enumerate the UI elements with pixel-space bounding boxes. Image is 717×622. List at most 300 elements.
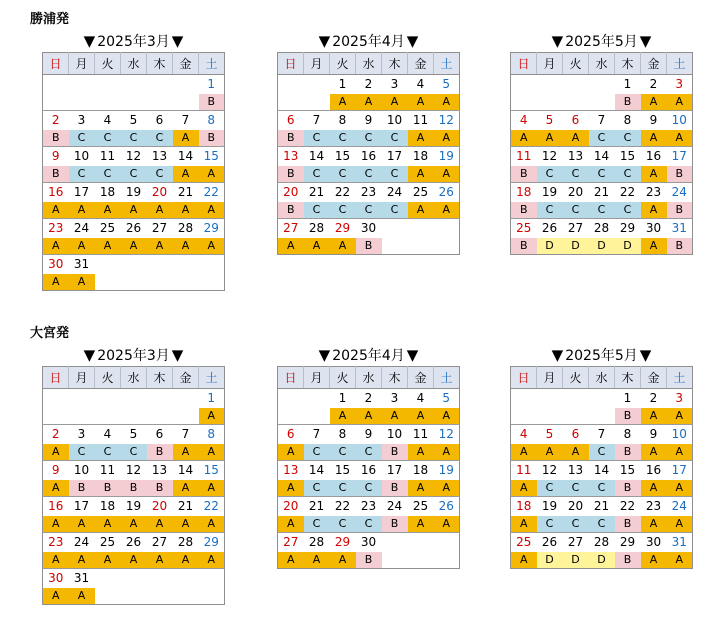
fare-class-label[interactable]: C — [589, 444, 615, 461]
fare-class-label[interactable]: B — [43, 130, 69, 147]
fare-class-label[interactable]: C — [563, 480, 589, 497]
day-number[interactable]: 8 — [207, 113, 216, 127]
fare-class-label[interactable]: C — [356, 130, 382, 147]
fare-class-label[interactable]: A — [95, 202, 121, 219]
fare-class-label[interactable]: C — [537, 480, 563, 497]
day-number[interactable]: 1 — [338, 391, 347, 405]
day-number[interactable]: 9 — [649, 427, 658, 441]
next-month-arrow-icon[interactable]: ▼ — [406, 346, 419, 364]
fare-class-label[interactable]: A — [408, 166, 434, 183]
day-number[interactable]: 15 — [334, 149, 351, 163]
prev-month-arrow-icon[interactable]: ▼ — [318, 346, 331, 364]
day-number[interactable]: 12 — [541, 149, 558, 163]
fare-class-label[interactable]: D — [537, 238, 563, 255]
day-number[interactable]: 1 — [207, 391, 216, 405]
day-number[interactable]: 6 — [571, 113, 580, 127]
day-number[interactable]: 12 — [125, 149, 142, 163]
fare-class-label[interactable]: C — [382, 202, 408, 219]
day-number[interactable]: 24 — [671, 185, 687, 199]
fare-class-label[interactable]: C — [615, 130, 641, 147]
fare-class-label[interactable]: B — [43, 166, 69, 183]
day-number[interactable]: 25 — [516, 221, 532, 235]
day-number[interactable]: 19 — [541, 185, 558, 199]
day-number[interactable]: 23 — [645, 185, 662, 199]
fare-class-label[interactable]: A — [356, 408, 382, 425]
day-number[interactable]: 2 — [51, 427, 60, 441]
fare-class-label[interactable]: A — [408, 480, 434, 497]
day-number[interactable]: 1 — [207, 77, 216, 91]
fare-class-label[interactable]: A — [147, 516, 173, 533]
day-number[interactable]: 20 — [283, 185, 299, 199]
fare-class-label[interactable]: C — [121, 444, 147, 461]
day-number[interactable]: 4 — [416, 77, 425, 91]
day-number[interactable]: 13 — [567, 149, 584, 163]
fare-class-label[interactable]: C — [356, 202, 382, 219]
fare-class-label[interactable]: A — [641, 238, 667, 255]
day-number[interactable]: 22 — [619, 185, 636, 199]
day-number[interactable]: 30 — [645, 221, 662, 235]
day-number[interactable]: 12 — [438, 427, 454, 441]
fare-class-label[interactable]: A — [408, 202, 434, 219]
day-number[interactable]: 15 — [619, 149, 636, 163]
day-number[interactable]: 26 — [541, 535, 558, 549]
next-month-arrow-icon[interactable]: ▼ — [171, 346, 184, 364]
day-number[interactable]: 19 — [438, 463, 454, 477]
day-number[interactable]: 23 — [48, 221, 64, 235]
fare-class-label[interactable]: C — [304, 444, 330, 461]
fare-class-label[interactable]: C — [330, 516, 356, 533]
fare-class-label[interactable]: C — [356, 444, 382, 461]
fare-class-label[interactable]: A — [173, 444, 199, 461]
day-number[interactable]: 3 — [77, 113, 86, 127]
fare-class-label[interactable]: A — [434, 516, 460, 533]
fare-class-label[interactable]: A — [278, 480, 304, 497]
fare-class-label[interactable]: A — [69, 274, 95, 291]
day-number[interactable]: 6 — [571, 427, 580, 441]
day-number[interactable]: 12 — [541, 463, 558, 477]
fare-class-label[interactable]: B — [615, 444, 641, 461]
fare-class-label[interactable]: C — [304, 480, 330, 497]
prev-month-arrow-icon[interactable]: ▼ — [83, 346, 96, 364]
next-month-arrow-icon[interactable]: ▼ — [639, 32, 652, 50]
fare-class-label[interactable]: A — [43, 274, 69, 291]
prev-month-arrow-icon[interactable]: ▼ — [551, 32, 564, 50]
day-number[interactable]: 20 — [151, 499, 168, 513]
fare-class-label[interactable]: A — [330, 94, 356, 111]
day-number[interactable]: 3 — [675, 391, 684, 405]
fare-class-label[interactable]: B — [667, 238, 693, 255]
fare-class-label[interactable]: A — [434, 94, 460, 111]
fare-class-label[interactable]: A — [43, 444, 69, 461]
day-number[interactable]: 25 — [412, 185, 429, 199]
fare-class-label[interactable]: A — [641, 408, 667, 425]
fare-class-label[interactable]: A — [95, 238, 121, 255]
day-number[interactable]: 26 — [125, 221, 142, 235]
day-number[interactable]: 8 — [338, 113, 347, 127]
day-number[interactable]: 28 — [308, 535, 325, 549]
day-number[interactable]: 11 — [516, 463, 532, 477]
fare-class-label[interactable]: A — [95, 552, 121, 569]
fare-class-label[interactable]: B — [69, 480, 95, 497]
day-number[interactable]: 28 — [177, 535, 194, 549]
day-number[interactable]: 29 — [334, 221, 351, 235]
day-number[interactable]: 6 — [155, 427, 164, 441]
day-number[interactable]: 3 — [390, 77, 399, 91]
day-number[interactable]: 9 — [51, 149, 60, 163]
day-number[interactable]: 4 — [103, 427, 112, 441]
day-number[interactable]: 12 — [125, 463, 142, 477]
fare-class-label[interactable]: A — [511, 444, 537, 461]
day-number[interactable]: 9 — [51, 463, 60, 477]
day-number[interactable]: 21 — [308, 499, 325, 513]
day-number[interactable]: 18 — [412, 463, 429, 477]
day-number[interactable]: 22 — [203, 499, 219, 513]
fare-class-label[interactable]: A — [147, 202, 173, 219]
day-number[interactable]: 28 — [593, 221, 610, 235]
fare-class-label[interactable]: A — [147, 238, 173, 255]
day-number[interactable]: 18 — [516, 499, 532, 513]
day-number[interactable]: 16 — [645, 149, 662, 163]
fare-class-label[interactable]: A — [173, 166, 199, 183]
fare-class-label[interactable]: A — [511, 516, 537, 533]
day-number[interactable]: 10 — [73, 149, 90, 163]
fare-class-label[interactable]: B — [147, 480, 173, 497]
day-number[interactable]: 16 — [645, 463, 662, 477]
fare-class-label[interactable]: C — [356, 516, 382, 533]
fare-class-label[interactable]: A — [408, 94, 434, 111]
fare-class-label[interactable]: A — [199, 552, 225, 569]
day-number[interactable]: 10 — [671, 427, 687, 441]
day-number[interactable]: 24 — [671, 499, 687, 513]
day-number[interactable]: 25 — [99, 535, 116, 549]
day-number[interactable]: 15 — [203, 463, 219, 477]
fare-class-label[interactable]: A — [199, 516, 225, 533]
fare-class-label[interactable]: C — [356, 480, 382, 497]
fare-class-label[interactable]: C — [330, 130, 356, 147]
fare-class-label[interactable]: A — [95, 516, 121, 533]
fare-class-label[interactable]: A — [304, 552, 330, 569]
fare-class-label[interactable]: B — [278, 130, 304, 147]
day-number[interactable]: 19 — [125, 499, 142, 513]
fare-class-label[interactable]: B — [615, 552, 641, 569]
day-number[interactable]: 30 — [48, 571, 64, 585]
fare-class-label[interactable]: A — [278, 238, 304, 255]
day-number[interactable]: 29 — [203, 535, 219, 549]
day-number[interactable]: 29 — [619, 535, 636, 549]
fare-class-label[interactable]: B — [667, 202, 693, 219]
fare-class-label[interactable]: C — [589, 166, 615, 183]
fare-class-label[interactable]: A — [511, 552, 537, 569]
day-number[interactable]: 2 — [364, 391, 373, 405]
day-number[interactable]: 13 — [283, 463, 299, 477]
fare-class-label[interactable]: B — [95, 480, 121, 497]
day-number[interactable]: 28 — [177, 221, 194, 235]
day-number[interactable]: 15 — [619, 463, 636, 477]
fare-class-label[interactable]: C — [121, 166, 147, 183]
fare-class-label[interactable]: A — [199, 444, 225, 461]
day-number[interactable]: 26 — [438, 185, 454, 199]
fare-class-label[interactable]: A — [278, 444, 304, 461]
fare-class-label[interactable]: B — [382, 516, 408, 533]
day-number[interactable]: 17 — [671, 463, 687, 477]
day-number[interactable]: 17 — [386, 149, 403, 163]
fare-class-label[interactable]: C — [563, 202, 589, 219]
fare-class-label[interactable]: C — [147, 130, 173, 147]
day-number[interactable]: 6 — [286, 427, 295, 441]
fare-class-label[interactable]: A — [667, 552, 693, 569]
fare-class-label[interactable]: A — [121, 202, 147, 219]
fare-class-label[interactable]: B — [511, 202, 537, 219]
fare-class-label[interactable]: A — [121, 516, 147, 533]
fare-class-label[interactable]: A — [641, 166, 667, 183]
fare-class-label[interactable]: A — [667, 408, 693, 425]
fare-class-label[interactable]: A — [330, 408, 356, 425]
day-number[interactable]: 6 — [155, 113, 164, 127]
day-number[interactable]: 21 — [177, 185, 194, 199]
day-number[interactable]: 19 — [125, 185, 142, 199]
fare-class-label[interactable]: A — [199, 480, 225, 497]
day-number[interactable]: 14 — [593, 149, 610, 163]
fare-class-label[interactable]: A — [641, 202, 667, 219]
day-number[interactable]: 16 — [48, 499, 64, 513]
fare-class-label[interactable]: C — [330, 202, 356, 219]
day-number[interactable]: 5 — [129, 427, 138, 441]
fare-class-label[interactable]: A — [69, 202, 95, 219]
day-number[interactable]: 11 — [99, 463, 116, 477]
fare-class-label[interactable]: D — [563, 552, 589, 569]
day-number[interactable]: 17 — [73, 185, 90, 199]
next-month-arrow-icon[interactable]: ▼ — [406, 32, 419, 50]
day-number[interactable]: 4 — [103, 113, 112, 127]
fare-class-label[interactable]: C — [95, 166, 121, 183]
day-number[interactable]: 14 — [177, 149, 194, 163]
fare-class-label[interactable]: A — [382, 94, 408, 111]
day-number[interactable]: 22 — [334, 185, 351, 199]
day-number[interactable]: 1 — [623, 77, 632, 91]
fare-class-label[interactable]: C — [615, 166, 641, 183]
fare-class-label[interactable]: D — [589, 238, 615, 255]
day-number[interactable]: 2 — [51, 113, 60, 127]
day-number[interactable]: 18 — [99, 185, 116, 199]
fare-class-label[interactable]: B — [615, 408, 641, 425]
day-number[interactable]: 13 — [151, 149, 168, 163]
fare-class-label[interactable]: C — [69, 166, 95, 183]
fare-class-label[interactable]: A — [667, 130, 693, 147]
day-number[interactable]: 2 — [364, 77, 373, 91]
fare-class-label[interactable]: A — [356, 94, 382, 111]
fare-class-label[interactable]: C — [589, 202, 615, 219]
fare-class-label[interactable]: C — [95, 130, 121, 147]
fare-class-label[interactable]: C — [382, 166, 408, 183]
fare-class-label[interactable]: A — [304, 238, 330, 255]
day-number[interactable]: 4 — [416, 391, 425, 405]
fare-class-label[interactable]: A — [563, 130, 589, 147]
fare-class-label[interactable]: B — [199, 94, 225, 111]
day-number[interactable]: 10 — [386, 113, 403, 127]
fare-class-label[interactable]: A — [199, 238, 225, 255]
day-number[interactable]: 21 — [308, 185, 325, 199]
day-number[interactable]: 8 — [338, 427, 347, 441]
day-number[interactable]: 23 — [360, 185, 377, 199]
fare-class-label[interactable]: A — [434, 480, 460, 497]
day-number[interactable]: 23 — [645, 499, 662, 513]
fare-class-label[interactable]: A — [408, 408, 434, 425]
fare-class-label[interactable]: A — [641, 480, 667, 497]
fare-class-label[interactable]: B — [667, 166, 693, 183]
day-number[interactable]: 22 — [203, 185, 219, 199]
fare-class-label[interactable]: A — [173, 238, 199, 255]
day-number[interactable]: 1 — [338, 77, 347, 91]
fare-class-label[interactable]: B — [615, 94, 641, 111]
day-number[interactable]: 7 — [181, 113, 190, 127]
day-number[interactable]: 8 — [207, 427, 216, 441]
fare-class-label[interactable]: D — [615, 238, 641, 255]
fare-class-label[interactable]: A — [173, 480, 199, 497]
day-number[interactable]: 5 — [442, 391, 451, 405]
day-number[interactable]: 14 — [308, 463, 325, 477]
fare-class-label[interactable]: C — [330, 480, 356, 497]
fare-class-label[interactable]: A — [408, 516, 434, 533]
fare-class-label[interactable]: A — [121, 552, 147, 569]
day-number[interactable]: 4 — [519, 427, 528, 441]
day-number[interactable]: 16 — [360, 463, 377, 477]
fare-class-label[interactable]: A — [434, 202, 460, 219]
fare-class-label[interactable]: C — [304, 516, 330, 533]
fare-class-label[interactable]: A — [173, 516, 199, 533]
fare-class-label[interactable]: C — [330, 444, 356, 461]
day-number[interactable]: 17 — [73, 499, 90, 513]
fare-class-label[interactable]: C — [563, 516, 589, 533]
day-number[interactable]: 8 — [623, 427, 632, 441]
next-month-arrow-icon[interactable]: ▼ — [639, 346, 652, 364]
fare-class-label[interactable]: C — [356, 166, 382, 183]
fare-class-label[interactable]: A — [69, 238, 95, 255]
day-number[interactable]: 3 — [77, 427, 86, 441]
day-number[interactable]: 14 — [593, 463, 610, 477]
day-number[interactable]: 30 — [360, 535, 377, 549]
day-number[interactable]: 30 — [645, 535, 662, 549]
fare-class-label[interactable]: A — [382, 408, 408, 425]
day-number[interactable]: 24 — [386, 499, 403, 513]
day-number[interactable]: 27 — [283, 535, 299, 549]
fare-class-label[interactable]: C — [615, 202, 641, 219]
fare-class-label[interactable]: A — [199, 202, 225, 219]
day-number[interactable]: 2 — [649, 391, 658, 405]
day-number[interactable]: 16 — [360, 149, 377, 163]
fare-class-label[interactable]: A — [43, 552, 69, 569]
fare-class-label[interactable]: A — [147, 552, 173, 569]
fare-class-label[interactable]: A — [641, 552, 667, 569]
fare-class-label[interactable]: C — [121, 130, 147, 147]
prev-month-arrow-icon[interactable]: ▼ — [318, 32, 331, 50]
day-number[interactable]: 7 — [181, 427, 190, 441]
fare-class-label[interactable]: C — [563, 166, 589, 183]
day-number[interactable]: 25 — [516, 535, 532, 549]
next-month-arrow-icon[interactable]: ▼ — [171, 32, 184, 50]
day-number[interactable]: 10 — [671, 113, 687, 127]
fare-class-label[interactable]: A — [43, 516, 69, 533]
day-number[interactable]: 17 — [386, 463, 403, 477]
day-number[interactable]: 26 — [438, 499, 454, 513]
day-number[interactable]: 3 — [390, 391, 399, 405]
fare-class-label[interactable]: C — [589, 516, 615, 533]
day-number[interactable]: 21 — [177, 499, 194, 513]
day-number[interactable]: 25 — [412, 499, 429, 513]
fare-class-label[interactable]: C — [537, 202, 563, 219]
day-number[interactable]: 29 — [619, 221, 636, 235]
fare-class-label[interactable]: B — [511, 238, 537, 255]
fare-class-label[interactable]: A — [278, 552, 304, 569]
day-number[interactable]: 20 — [567, 185, 584, 199]
fare-class-label[interactable]: A — [173, 130, 199, 147]
fare-class-label[interactable]: A — [563, 444, 589, 461]
fare-class-label[interactable]: A — [434, 166, 460, 183]
fare-class-label[interactable]: A — [69, 516, 95, 533]
fare-class-label[interactable]: C — [330, 166, 356, 183]
fare-class-label[interactable]: B — [382, 444, 408, 461]
day-number[interactable]: 9 — [649, 113, 658, 127]
fare-class-label[interactable]: A — [173, 552, 199, 569]
day-number[interactable]: 7 — [312, 427, 321, 441]
day-number[interactable]: 4 — [519, 113, 528, 127]
day-number[interactable]: 2 — [649, 77, 658, 91]
fare-class-label[interactable]: A — [641, 94, 667, 111]
day-number[interactable]: 30 — [360, 221, 377, 235]
day-number[interactable]: 28 — [593, 535, 610, 549]
day-number[interactable]: 27 — [567, 221, 584, 235]
fare-class-label[interactable]: A — [43, 588, 69, 605]
day-number[interactable]: 8 — [623, 113, 632, 127]
day-number[interactable]: 25 — [99, 221, 116, 235]
day-number[interactable]: 7 — [597, 113, 606, 127]
day-number[interactable]: 31 — [73, 571, 90, 585]
day-number[interactable]: 3 — [675, 77, 684, 91]
day-number[interactable]: 15 — [334, 463, 351, 477]
fare-class-label[interactable]: C — [147, 166, 173, 183]
fare-class-label[interactable]: A — [434, 408, 460, 425]
fare-class-label[interactable]: A — [434, 130, 460, 147]
day-number[interactable]: 23 — [48, 535, 64, 549]
fare-class-label[interactable]: A — [667, 444, 693, 461]
day-number[interactable]: 12 — [438, 113, 454, 127]
fare-class-label[interactable]: B — [511, 166, 537, 183]
fare-class-label[interactable]: A — [667, 94, 693, 111]
day-number[interactable]: 24 — [73, 535, 90, 549]
prev-month-arrow-icon[interactable]: ▼ — [83, 32, 96, 50]
fare-class-label[interactable]: B — [199, 130, 225, 147]
day-number[interactable]: 23 — [360, 499, 377, 513]
fare-class-label[interactable]: A — [641, 516, 667, 533]
fare-class-label[interactable]: A — [511, 130, 537, 147]
day-number[interactable]: 26 — [541, 221, 558, 235]
fare-class-label[interactable]: C — [589, 130, 615, 147]
day-number[interactable]: 15 — [203, 149, 219, 163]
fare-class-label[interactable]: B — [121, 480, 147, 497]
day-number[interactable]: 21 — [593, 185, 610, 199]
fare-class-label[interactable]: D — [563, 238, 589, 255]
fare-class-label[interactable]: A — [667, 480, 693, 497]
day-number[interactable]: 22 — [619, 499, 636, 513]
day-number[interactable]: 19 — [438, 149, 454, 163]
fare-class-label[interactable]: C — [537, 166, 563, 183]
day-number[interactable]: 7 — [312, 113, 321, 127]
fare-class-label[interactable]: B — [382, 480, 408, 497]
fare-class-label[interactable]: C — [69, 130, 95, 147]
day-number[interactable]: 19 — [541, 499, 558, 513]
day-number[interactable]: 17 — [671, 149, 687, 163]
fare-class-label[interactable]: A — [43, 480, 69, 497]
fare-class-label[interactable]: B — [615, 480, 641, 497]
